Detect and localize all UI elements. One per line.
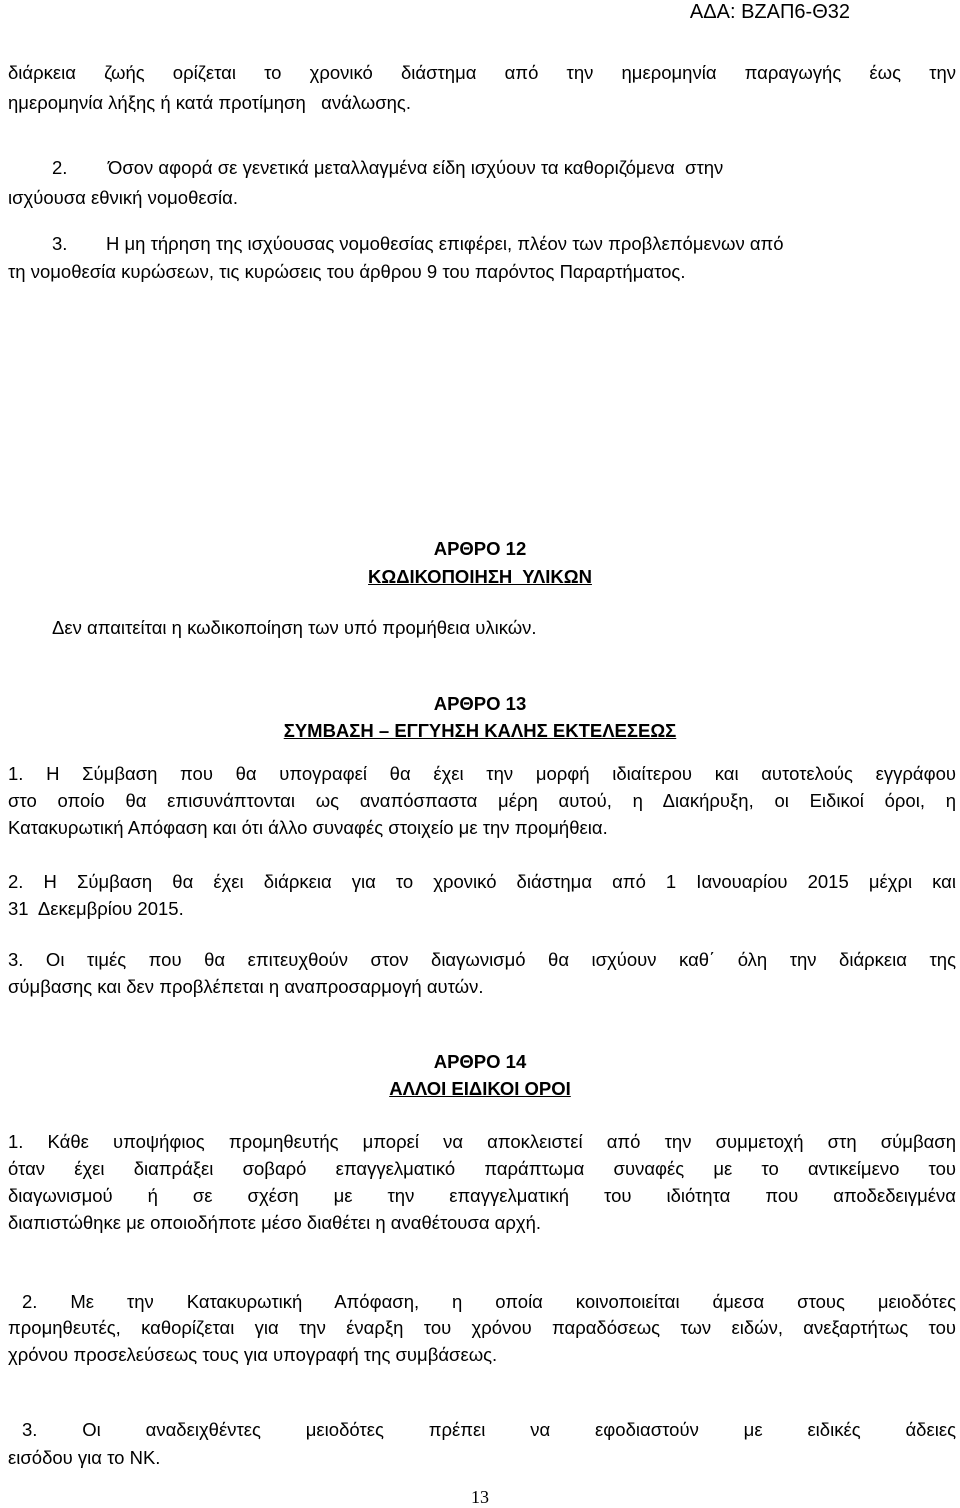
article-14-item-3-line-2: εισόδου για το ΝΚ. — [8, 1447, 161, 1468]
article-13-item-3-line-1: 3. Οι τιμές που θα επιτευχθούν στον διαγωνισμό θα ισχύουν καθ΄ όλη την διάρκεια της — [8, 949, 956, 970]
ada-header: ΑΔΑ: ΒΖΑΠ6-Θ32 — [689, 1, 850, 23]
intro-item-3-line-2: τη νομοθεσία κυρώσεων, τις κυρώσεις του άρθρου 9 του παρόντος Παραρτήματος. — [8, 261, 686, 282]
intro-item-2-line-2: ισχύουσα εθνική νομοθεσία. — [8, 187, 238, 208]
article-13-item-3-line-2: σύμβασης και δεν προβλέπεται η αναπροσαρμογή αυτών. — [8, 976, 484, 997]
intro-item-3-line-1: Η μη τήρηση της ισχύουσας νομοθεσίας επιφέρει, πλέον των προβλεπόμενων από — [106, 233, 784, 254]
article-12-text: Δεν απαιτείται η κωδικοποίηση των υπό προμήθεια υλικών. — [52, 617, 537, 638]
article-13-item-2-line-1: 2. Η Σύμβαση θα έχει διάρκεια για το χρονικό διάστημα από 1 Ιανουαρίου 2015 μέχρι και — [8, 871, 956, 892]
article-12-title: ΑΡΘΡΟ 12 — [433, 538, 527, 559]
article-14-subtitle — [0, 1077, 960, 1101]
article-14-item-2-line-3: χρόνου προσελεύσεως τους για υπογραφή της συμβάσεως. — [8, 1344, 498, 1365]
intro-line-1: διάρκεια ζωής ορίζεται το χρονικό διάστημα από την ημερομηνία παραγωγής έως την — [8, 62, 956, 83]
article-13-item-1-line-1: 1. Η Σύμβαση που θα υπογραφεί θα έχει την μορφή ιδιαίτερου και αυτοτελούς εγγράφου — [8, 763, 956, 784]
article-14-item-2-line-1: 2. Με την Κατακυρωτική Απόφαση, η οποία κοινοποιείται άμεσα στους μειοδότες — [22, 1291, 956, 1312]
article-14-item-1-line-2: όταν έχει διαπράξει σοβαρό επαγγελματικό παράπτωμα συναφές με το αντικείμενο του — [8, 1158, 956, 1179]
article-14-item-3-line-1: 3. Οι αναδειχθέντες μειοδότες πρέπει να εφοδιαστούν με ειδικές άδειες — [22, 1419, 956, 1440]
intro-line-2: ημερομηνία λήξης ή κατά προτίμηση ανάλωσης. — [8, 92, 411, 113]
article-14-item-1-line-3: διαγωνισμού ή σε σχέση με την επαγγελματική του ιδιότητα που αποδεδειγμένα — [8, 1185, 956, 1206]
article-13-item-1-line-2: στο οποίο θα επισυνάπτονται ως αναπόσπαστα μέρη αυτού, η Διακήρυξη, οι Ειδικοί όροι, η — [8, 790, 956, 811]
article-12-subtitle — [0, 565, 960, 589]
article-14-item-1-line-1: 1. Κάθε υποψήφιος προμηθευτής μπορεί να αποκλειστεί από την συμμετοχή στη σύμβαση — [8, 1131, 956, 1152]
article-14-title: ΑΡΘΡΟ 14 — [433, 1051, 527, 1072]
article-13-subtitle-text: ΣΥΜΒΑΣΗ – ΕΓΓΥΗΣΗ ΚΑΛΗΣ ΕΚΤΕΛΕΣΕΩΣ — [283, 720, 677, 741]
article-14-item-2-line-2: προμηθευτές, καθορίζεται για την έναρξη του χρόνου παραδόσεως των ειδών, ανεξαρτήτως του — [8, 1317, 956, 1338]
article-14-item-1-line-4: διαπιστώθηκε με οποιοδήποτε μέσο διαθέτει η αναθέτουσα αρχή. — [8, 1212, 542, 1233]
intro-item-3-number: 3. — [52, 233, 68, 254]
article-12-subtitle-text: ΚΩΔΙΚΟΠΟΙΗΣΗ ΥΛΙΚΩΝ — [368, 566, 592, 587]
article-13-item-2-line-2: 31 Δεκεμβρίου 2015. — [8, 898, 184, 919]
intro-item-2-line-1: Όσον αφορά σε γενετικά μεταλλαγμένα είδη ισχύουν τα καθοριζόμενα στην — [108, 157, 724, 178]
article-13-title: ΑΡΘΡΟ 13 — [433, 693, 527, 714]
article-13-item-1-line-3: Κατακυρωτική Απόφαση και ότι άλλο συναφές στοιχείο με την προμήθεια. — [8, 817, 608, 838]
article-13-subtitle — [0, 719, 960, 743]
article-14-subtitle-text: ΑΛΛΟΙ ΕΙΔΙΚΟΙ ΟΡΟΙ — [389, 1078, 571, 1099]
intro-item-2-number: 2. — [52, 157, 68, 178]
page-number: 13 — [471, 1487, 489, 1507]
